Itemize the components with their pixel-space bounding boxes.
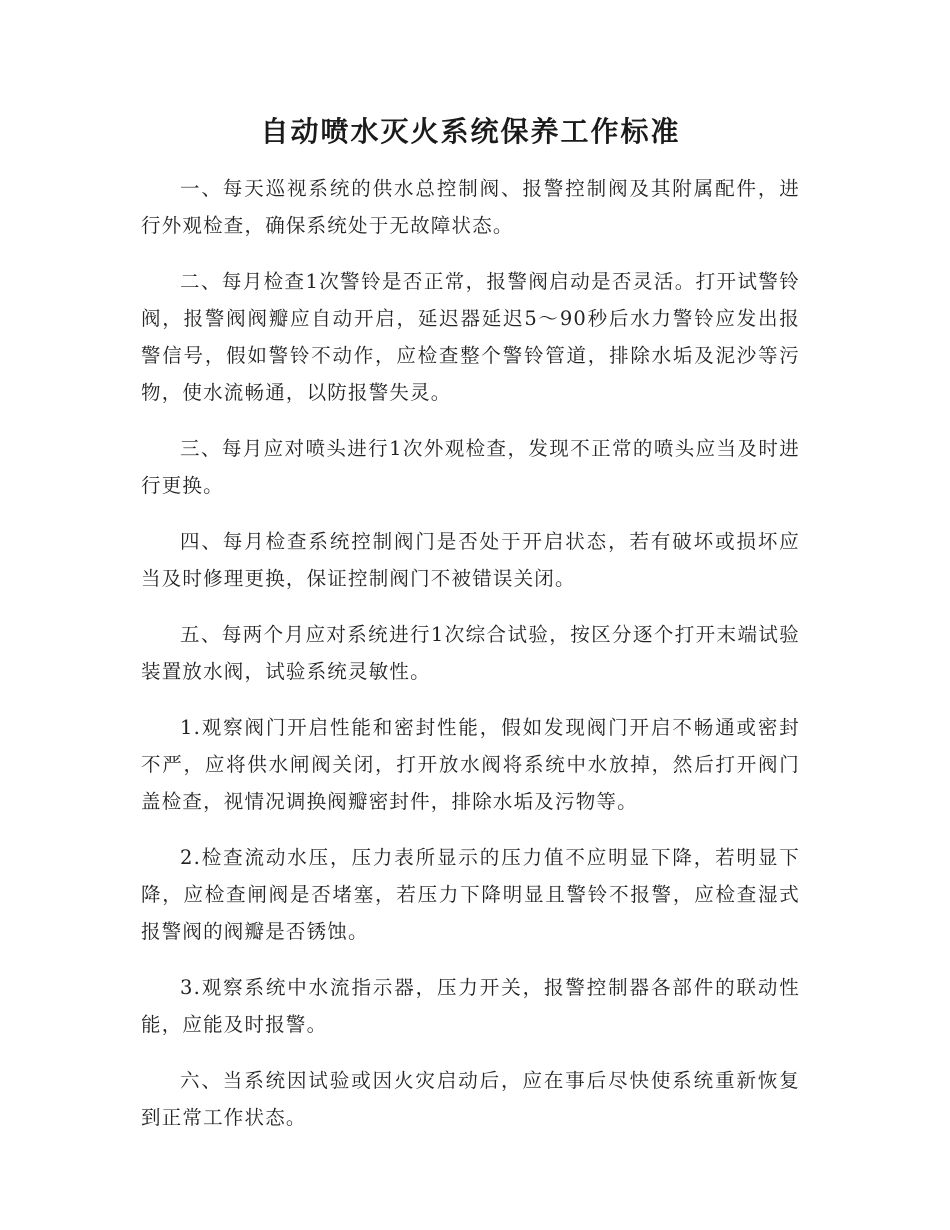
paragraph-monthly-sprinkler-check: 三、每月应对喷头进行1次外观检查，发现不正常的喷头应当及时进行更换。 <box>141 437 800 497</box>
paragraph-monthly-valve-check: 四、每月检查系统控制阀门是否处于开启状态，若有破坏或损坏应当及时修理更换，保证控制阀门不被错误关闭。 <box>141 530 800 590</box>
paragraph-daily-inspection: 一、每天巡视系统的供水总控制阀、报警控制阀及其附属配件，进行外观检查，确保系统处于无故障状态。 <box>141 177 800 237</box>
paragraph-bimonthly-test: 五、每两个月应对系统进行1次综合试验，按区分逐个打开末端试验装置放水阀，试验系统灵敏性。 <box>141 623 800 683</box>
paragraph-valve-performance: 1.观察阀门开启性能和密封性能，假如发现阀门开启不畅通或密封不严，应将供水闸阀关闭，打开放水阀将系统中水放掉，然后打开阀门盖检查，视情况调换阀瓣密封件，排除水垢及污物等。 <box>141 716 800 813</box>
paragraph-water-pressure: 2.检查流动水压，压力表所显示的压力值不应明显下降，若明显下降，应检查闸阀是否堵塞，若压力下降明显且警铃不报警，应检查湿式报警阀的阀瓣是否锈蚀。 <box>141 846 800 943</box>
paragraph-monthly-alarm-check: 二、每月检查1次警铃是否正常，报警阀启动是否灵活。打开试警铃阀，报警阀阀瓣应自动开启，延迟器延迟5～90秒后水力警铃应发出报警信号，假如警铃不动作，应检查整个警铃管道，排除水垢及泥沙等污物，使水流畅通，以防报警失灵。 <box>141 270 800 404</box>
paragraph-flow-indicator: 3.观察系统中水流指示器，压力开关，报警控制器各部件的联动性能，应能及时报警。 <box>141 976 800 1036</box>
document-title: 自动喷水灭火系统保养工作标准 <box>260 115 681 148</box>
paragraph-system-restore: 六、当系统因试验或因火灾启动后，应在事后尽快使系统重新恢复到正常工作状态。 <box>141 1069 800 1129</box>
